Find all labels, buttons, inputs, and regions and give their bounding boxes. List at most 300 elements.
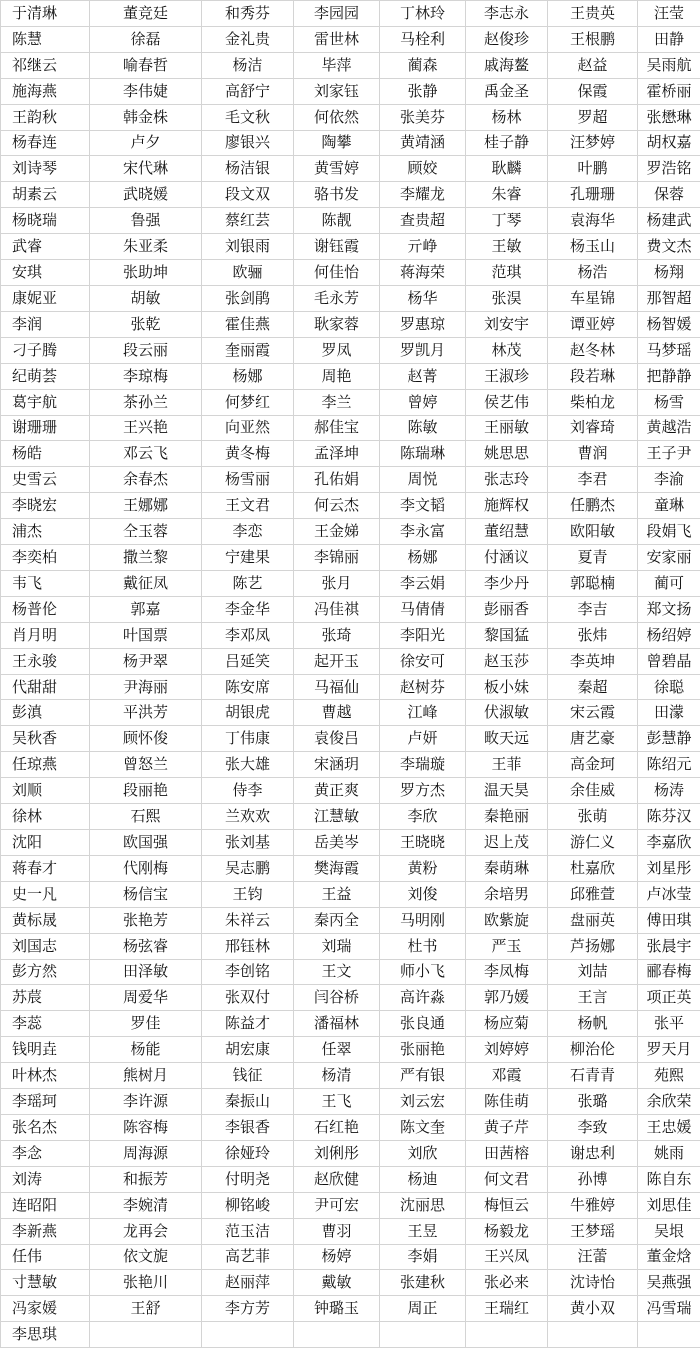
- table-cell: 于清琳: [1, 1, 90, 27]
- table-cell: 秦超: [548, 674, 638, 700]
- table-cell: 蔺可: [638, 570, 700, 596]
- table-cell: 温天昊: [466, 778, 548, 804]
- table-cell: 孔佑娟: [294, 467, 380, 493]
- table-row: [1, 182, 700, 208]
- table-cell: 潘福林: [294, 1011, 380, 1037]
- table-cell: 陈芬汉: [638, 804, 700, 830]
- table-row: [1, 959, 700, 985]
- table-cell: 王钧: [202, 881, 294, 907]
- table-cell: 伏淑敏: [466, 700, 548, 726]
- table-cell: 陈安席: [202, 674, 294, 700]
- table-cell: 黄靖涵: [380, 130, 466, 156]
- table-cell: 张大雄: [202, 752, 294, 778]
- table-cell: 李思琪: [1, 1322, 90, 1348]
- table-cell: 钟璐玉: [294, 1296, 380, 1322]
- table-cell: 付涵议: [466, 545, 548, 571]
- table-cell: 尹可宏: [294, 1192, 380, 1218]
- table-cell: 李银香: [202, 1114, 294, 1140]
- table-cell: 叶鹏: [548, 156, 638, 182]
- table-cell: 周正: [380, 1296, 466, 1322]
- table-cell: 毛永芳: [294, 285, 380, 311]
- table-cell: 高艺菲: [202, 1244, 294, 1270]
- table-row: [1, 1063, 700, 1089]
- table-cell: 罗方杰: [380, 778, 466, 804]
- table-cell: 车星锦: [548, 285, 638, 311]
- table-row: [1, 1037, 700, 1063]
- table-cell: 赵树芬: [380, 674, 466, 700]
- table-row: [1, 830, 700, 856]
- table-cell: 吴雨航: [638, 52, 700, 78]
- table-cell: 李志永: [466, 1, 548, 27]
- table-row: [1, 156, 700, 182]
- table-cell: 刘睿琦: [548, 415, 638, 441]
- table-cell: 龙再会: [90, 1218, 202, 1244]
- table-cell: 杨涛: [638, 778, 700, 804]
- table-cell: 杨洁: [202, 52, 294, 78]
- table-cell: 霍佳燕: [202, 311, 294, 337]
- table-cell: 卢妍: [380, 726, 466, 752]
- table-cell: 李瑞璇: [380, 752, 466, 778]
- table-cell: 石红艳: [294, 1114, 380, 1140]
- table-row: [1, 752, 700, 778]
- table-cell: 李耀龙: [380, 182, 466, 208]
- table-cell: 段丽艳: [90, 778, 202, 804]
- table-cell: 顾姣: [380, 156, 466, 182]
- table-cell: 马倩倩: [380, 596, 466, 622]
- table-cell: 杨清: [294, 1063, 380, 1089]
- table-cell: 张月: [294, 570, 380, 596]
- table-cell: 刘诗琴: [1, 156, 90, 182]
- table-cell: 王梦瑶: [548, 1218, 638, 1244]
- table-cell: 孟泽坤: [294, 441, 380, 467]
- table-cell: 秦振山: [202, 1089, 294, 1115]
- table-cell: 桂子静: [466, 130, 548, 156]
- table-cell: 何依然: [294, 104, 380, 130]
- table-cell: 范琪: [466, 260, 548, 286]
- table-cell: 何佳怡: [294, 260, 380, 286]
- table-cell: 赵俊珍: [466, 26, 548, 52]
- table-cell: 李云娟: [380, 570, 466, 596]
- table-cell: [90, 1322, 202, 1348]
- table-cell: 沈阳: [1, 830, 90, 856]
- table-cell: 余欣荣: [638, 1089, 700, 1115]
- table-cell: 李渝: [638, 467, 700, 493]
- table-cell: 秦丙全: [294, 907, 380, 933]
- table-cell: 王韵秋: [1, 104, 90, 130]
- table-cell: 罗佳: [90, 1011, 202, 1037]
- table-cell: 张志玲: [466, 467, 548, 493]
- table-cell: 孔珊珊: [548, 182, 638, 208]
- table-row: [1, 389, 700, 415]
- table-cell: 谢忠利: [548, 1140, 638, 1166]
- table-row: [1, 519, 700, 545]
- table-cell: 陈敏: [380, 415, 466, 441]
- table-row: [1, 104, 700, 130]
- table-cell: 李锦丽: [294, 545, 380, 571]
- table-row: [1, 78, 700, 104]
- table-cell: 牛雅婷: [548, 1192, 638, 1218]
- table-cell: 柴柏龙: [548, 389, 638, 415]
- table-cell: 段文双: [202, 182, 294, 208]
- table-cell: 王兴艳: [90, 415, 202, 441]
- table-cell: 杨雪: [638, 389, 700, 415]
- table-cell: 闫谷桥: [294, 985, 380, 1011]
- table-cell: 刘俐彤: [294, 1140, 380, 1166]
- table-cell: 喻春哲: [90, 52, 202, 78]
- table-cell: 傅田琪: [638, 907, 700, 933]
- table-row: [1, 622, 700, 648]
- table-cell: 祁继云: [1, 52, 90, 78]
- table-cell: 任翠: [294, 1037, 380, 1063]
- table-row: [1, 881, 700, 907]
- table-cell: 郦春梅: [638, 959, 700, 985]
- table-cell: 王菲: [466, 752, 548, 778]
- table-cell: 刘国志: [1, 933, 90, 959]
- table-cell: 侯艺伟: [466, 389, 548, 415]
- table-cell: 刁子腾: [1, 337, 90, 363]
- table-cell: 董竞廷: [90, 1, 202, 27]
- table-cell: 王贵英: [548, 1, 638, 27]
- table-cell: 高金珂: [548, 752, 638, 778]
- table-cell: 代甜甜: [1, 674, 90, 700]
- table-row: [1, 234, 700, 260]
- table-cell: 邓霞: [466, 1063, 548, 1089]
- table-cell: 杨迪: [380, 1166, 466, 1192]
- table-cell: 平洪芳: [90, 700, 202, 726]
- table-cell: 刘瑞: [294, 933, 380, 959]
- table-cell: 杨雪丽: [202, 467, 294, 493]
- table-cell: 杨普伦: [1, 596, 90, 622]
- table-cell: 那智超: [638, 285, 700, 311]
- table-cell: 苏莀: [1, 985, 90, 1011]
- table-cell: 张艳川: [90, 1270, 202, 1296]
- table-cell: 郭乃媛: [466, 985, 548, 1011]
- table-cell: 任伟: [1, 1244, 90, 1270]
- table-cell: 赵丽萍: [202, 1270, 294, 1296]
- table-cell: 秦艳丽: [466, 804, 548, 830]
- table-cell: 禹金圣: [466, 78, 548, 104]
- table-cell: 王永骏: [1, 648, 90, 674]
- table-cell: 戚海鳌: [466, 52, 548, 78]
- table-cell: 李邓凤: [202, 622, 294, 648]
- table-cell: 杨智媛: [638, 311, 700, 337]
- table-cell: 吴志鹏: [202, 855, 294, 881]
- table-row: [1, 985, 700, 1011]
- table-row: [1, 493, 700, 519]
- table-cell: 武晓媛: [90, 182, 202, 208]
- table-cell: [380, 1322, 466, 1348]
- table-cell: 张晨宇: [638, 933, 700, 959]
- table-cell: 葛宇航: [1, 389, 90, 415]
- table-cell: 鲁强: [90, 208, 202, 234]
- table-cell: 张名杰: [1, 1114, 90, 1140]
- table-row: [1, 804, 700, 830]
- table-row: [1, 1089, 700, 1115]
- table-cell: 黎国猛: [466, 622, 548, 648]
- table-cell: 吴燕强: [638, 1270, 700, 1296]
- table-cell: 张炜: [548, 622, 638, 648]
- table-cell: 盘丽英: [548, 907, 638, 933]
- table-cell: 安琪: [1, 260, 90, 286]
- table-cell: 童琳: [638, 493, 700, 519]
- table-cell: 亓峥: [380, 234, 466, 260]
- table-cell: 杨信宝: [90, 881, 202, 907]
- table-cell: 畋天远: [466, 726, 548, 752]
- table-cell: 马福仙: [294, 674, 380, 700]
- table-cell: 付明尧: [202, 1166, 294, 1192]
- table-cell: 骆书发: [294, 182, 380, 208]
- table-cell: 朱祥云: [202, 907, 294, 933]
- table-cell: 刘涛: [1, 1166, 90, 1192]
- table-cell: 杨帆: [548, 1011, 638, 1037]
- table-cell: 柳铭峻: [202, 1192, 294, 1218]
- table-cell: 熊树月: [90, 1063, 202, 1089]
- table-cell: 撒兰黎: [90, 545, 202, 571]
- table-cell: 郝佳宝: [294, 415, 380, 441]
- table-cell: 依文旎: [90, 1244, 202, 1270]
- table-row: [1, 208, 700, 234]
- table-cell: 何梦红: [202, 389, 294, 415]
- table-cell: 胡权嘉: [638, 130, 700, 156]
- name-list-body: [1, 1, 700, 1348]
- table-cell: 黄小双: [548, 1296, 638, 1322]
- table-cell: 项正英: [638, 985, 700, 1011]
- table-row: [1, 415, 700, 441]
- table-cell: 陈靓: [294, 208, 380, 234]
- table-cell: 黄冬梅: [202, 441, 294, 467]
- table-cell: 陈绍元: [638, 752, 700, 778]
- table-row: [1, 907, 700, 933]
- table-cell: 刘思佳: [638, 1192, 700, 1218]
- table-cell: 钱明垚: [1, 1037, 90, 1063]
- table-cell: 宋涵玥: [294, 752, 380, 778]
- table-cell: 史雪云: [1, 467, 90, 493]
- table-cell: 欧紫旋: [466, 907, 548, 933]
- table-cell: 费文杰: [638, 234, 700, 260]
- table-cell: 张双付: [202, 985, 294, 1011]
- table-cell: 郭聪楠: [548, 570, 638, 596]
- table-cell: 韩金株: [90, 104, 202, 130]
- table-cell: 杨弦睿: [90, 933, 202, 959]
- table-cell: 杨翔: [638, 260, 700, 286]
- table-cell: 王舒: [90, 1296, 202, 1322]
- table-cell: 李新燕: [1, 1218, 90, 1244]
- table-cell: 李婉清: [90, 1192, 202, 1218]
- table-cell: 陶攀: [294, 130, 380, 156]
- table-row: [1, 1322, 700, 1348]
- table-cell: 胡宏康: [202, 1037, 294, 1063]
- table-cell: 李阳光: [380, 622, 466, 648]
- table-cell: 杨毅龙: [466, 1218, 548, 1244]
- table-row: [1, 467, 700, 493]
- table-cell: 肖月明: [1, 622, 90, 648]
- table-cell: 李伟婕: [90, 78, 202, 104]
- table-cell: 保蓉: [638, 182, 700, 208]
- table-row: [1, 1218, 700, 1244]
- table-cell: 杨洁银: [202, 156, 294, 182]
- table-cell: 江峰: [380, 700, 466, 726]
- table-cell: 杨华: [380, 285, 466, 311]
- table-cell: 耿麟: [466, 156, 548, 182]
- table-cell: 杨晓瑞: [1, 208, 90, 234]
- table-cell: 戴敏: [294, 1270, 380, 1296]
- table-cell: 杨尹翠: [90, 648, 202, 674]
- table-cell: 何文君: [466, 1166, 548, 1192]
- table-cell: 岳美岑: [294, 830, 380, 856]
- table-row: [1, 1166, 700, 1192]
- table-cell: 李方芳: [202, 1296, 294, 1322]
- table-cell: 起开玉: [294, 648, 380, 674]
- table-cell: 李琼梅: [90, 363, 202, 389]
- table-cell: 卢冰莹: [638, 881, 700, 907]
- table-cell: 雷世林: [294, 26, 380, 52]
- table-cell: 霍桥丽: [638, 78, 700, 104]
- table-row: [1, 337, 700, 363]
- table-cell: 张平: [638, 1011, 700, 1037]
- table-cell: 李君: [548, 467, 638, 493]
- table-cell: 史一凡: [1, 881, 90, 907]
- table-cell: 施海燕: [1, 78, 90, 104]
- table-cell: 丁琴: [466, 208, 548, 234]
- table-cell: 板小妹: [466, 674, 548, 700]
- table-cell: 陈艺: [202, 570, 294, 596]
- table-cell: 耿家蓉: [294, 311, 380, 337]
- table-cell: 邢钰林: [202, 933, 294, 959]
- table-row: [1, 726, 700, 752]
- table-cell: 李永富: [380, 519, 466, 545]
- table-cell: 李许源: [90, 1089, 202, 1115]
- table-cell: 王根鹏: [548, 26, 638, 52]
- table-cell: 胡银虎: [202, 700, 294, 726]
- table-cell: 刘俊: [380, 881, 466, 907]
- table-cell: 李娟: [380, 1244, 466, 1270]
- table-cell: 彭滇: [1, 700, 90, 726]
- table-cell: 李少丹: [466, 570, 548, 596]
- table-cell: 蒋海荣: [380, 260, 466, 286]
- table-cell: 杨绍婷: [638, 622, 700, 648]
- table-row: [1, 1270, 700, 1296]
- table-cell: 杜书: [380, 933, 466, 959]
- table-cell: 范玉洁: [202, 1218, 294, 1244]
- table-cell: 顾怀俊: [90, 726, 202, 752]
- table-cell: 周海源: [90, 1140, 202, 1166]
- table-row: [1, 674, 700, 700]
- table-cell: 徐磊: [90, 26, 202, 52]
- table-cell: 李蕊: [1, 1011, 90, 1037]
- table-cell: 何云杰: [294, 493, 380, 519]
- table-cell: 周爱华: [90, 985, 202, 1011]
- table-cell: 王敏: [466, 234, 548, 260]
- table-cell: [294, 1322, 380, 1348]
- table-cell: 陈益才: [202, 1011, 294, 1037]
- table-row: [1, 778, 700, 804]
- table-row: [1, 1, 700, 27]
- table-cell: 王淑珍: [466, 363, 548, 389]
- table-cell: 李润: [1, 311, 90, 337]
- table-cell: 袁俊吕: [294, 726, 380, 752]
- table-cell: 王昱: [380, 1218, 466, 1244]
- table-cell: 蒋春才: [1, 855, 90, 881]
- table-cell: 谭亚婷: [548, 311, 638, 337]
- table-cell: 王晓晓: [380, 830, 466, 856]
- table-cell: 胡敏: [90, 285, 202, 311]
- table-cell: 张美芬: [380, 104, 466, 130]
- table-cell: 廖银兴: [202, 130, 294, 156]
- table-cell: 石青青: [548, 1063, 638, 1089]
- table-cell: 马明刚: [380, 907, 466, 933]
- table-row: [1, 700, 700, 726]
- table-cell: 曾碧晶: [638, 648, 700, 674]
- table-cell: 任鹏杰: [548, 493, 638, 519]
- table-cell: 柳治伦: [548, 1037, 638, 1063]
- table-row: [1, 855, 700, 881]
- table-cell: 曾婷: [380, 389, 466, 415]
- table-cell: 严玉: [466, 933, 548, 959]
- table-cell: 李嘉欣: [638, 830, 700, 856]
- table-cell: 欧骊: [202, 260, 294, 286]
- table-cell: 任琼燕: [1, 752, 90, 778]
- table-cell: 康妮亚: [1, 285, 90, 311]
- table-cell: 彭方然: [1, 959, 90, 985]
- table-cell: 曾怒兰: [90, 752, 202, 778]
- table-cell: 毕萍: [294, 52, 380, 78]
- table-row: [1, 26, 700, 52]
- table-cell: 徐林: [1, 804, 90, 830]
- table-cell: 杨春连: [1, 130, 90, 156]
- table-cell: 夏青: [548, 545, 638, 571]
- table-row: [1, 311, 700, 337]
- table-cell: 黄子芹: [466, 1114, 548, 1140]
- table-cell: 奎丽霞: [202, 337, 294, 363]
- table-cell: 李兰: [294, 389, 380, 415]
- table-cell: 武睿: [1, 234, 90, 260]
- table-cell: 李欣: [380, 804, 466, 830]
- table-row: [1, 933, 700, 959]
- table-cell: 董金焓: [638, 1244, 700, 1270]
- table-cell: 陈自东: [638, 1166, 700, 1192]
- table-cell: 苑熙: [638, 1063, 700, 1089]
- table-cell: 刘欣: [380, 1140, 466, 1166]
- table-cell: 金礼贵: [202, 26, 294, 52]
- table-cell: 吴垠: [638, 1218, 700, 1244]
- table-cell: [548, 1322, 638, 1348]
- table-cell: 保霞: [548, 78, 638, 104]
- table-cell: 韦飞: [1, 570, 90, 596]
- table-cell: 董绍慧: [466, 519, 548, 545]
- table-cell: 陈文奎: [380, 1114, 466, 1140]
- table-row: [1, 260, 700, 286]
- table-cell: 杨玉山: [548, 234, 638, 260]
- table-row: [1, 52, 700, 78]
- table-cell: 李致: [548, 1114, 638, 1140]
- table-cell: 朱睿: [466, 182, 548, 208]
- table-cell: [638, 1322, 700, 1348]
- table-cell: 冯佳祺: [294, 596, 380, 622]
- table-row: [1, 545, 700, 571]
- table-cell: 徐聪: [638, 674, 700, 700]
- table-cell: 张乾: [90, 311, 202, 337]
- table-cell: 赵冬林: [548, 337, 638, 363]
- table-row: [1, 1114, 700, 1140]
- table-cell: 仝玉蓉: [90, 519, 202, 545]
- table-row: [1, 1192, 700, 1218]
- table-cell: 张必来: [466, 1270, 548, 1296]
- table-cell: 杨能: [90, 1037, 202, 1063]
- table-cell: 欧阳敏: [548, 519, 638, 545]
- table-cell: 李英坤: [548, 648, 638, 674]
- table-cell: 赵益: [548, 52, 638, 78]
- table-cell: 田茜榕: [466, 1140, 548, 1166]
